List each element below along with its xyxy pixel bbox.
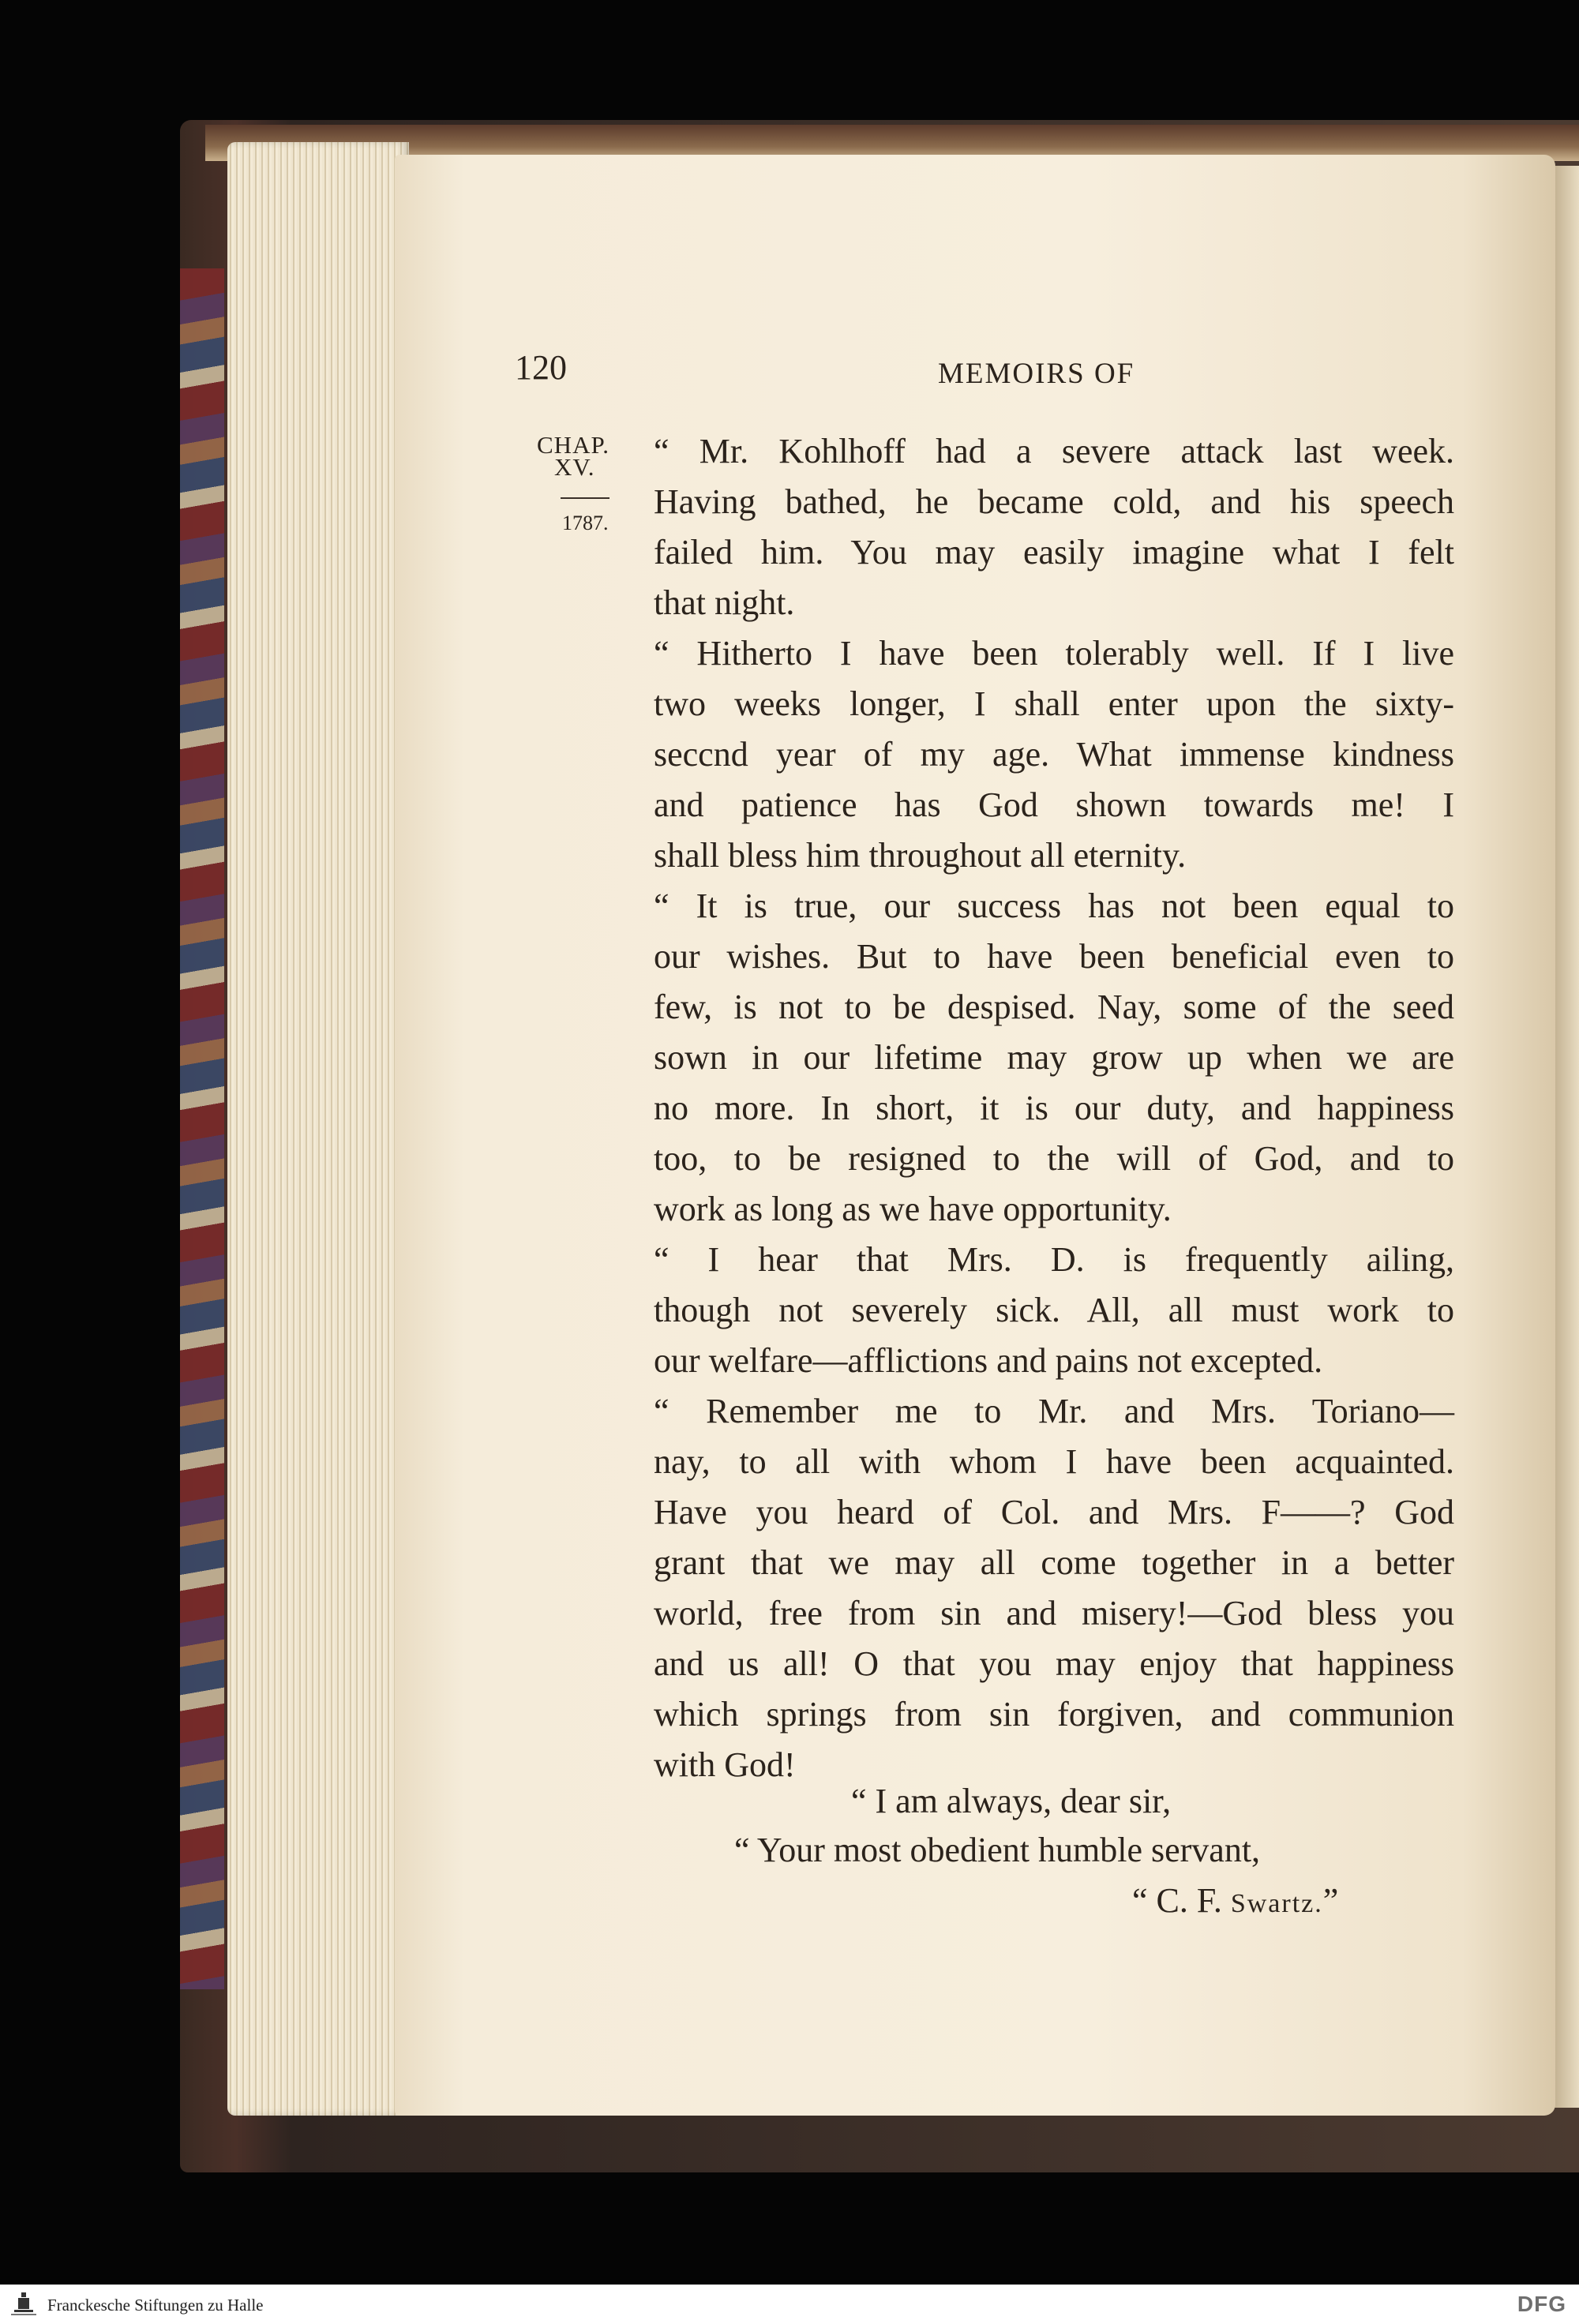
body-line: seccnd year of my age. What immense kindness [654, 735, 1454, 774]
signature-name: Swartz. [1230, 1889, 1323, 1918]
body-line: failed him. You may easily imagine what I felt [654, 533, 1454, 572]
body-line: Having bathed, he became cold, and his speech [654, 482, 1454, 521]
dfg-logo: DFG [1517, 2292, 1566, 2316]
body-line: sown in our lifetime may grow up when we are [654, 1038, 1454, 1077]
body-line: shall bless him throughout all eternity. [654, 836, 1187, 875]
body-line: too, to be resigned to the will of God, and to [654, 1139, 1454, 1178]
body-line: “ Hitherto I have been tolerably well. If I live [654, 634, 1454, 673]
body-line: and patience has God shown towards me! I [654, 785, 1454, 824]
closing-servant: “ Your most obedient humble servant, [734, 1831, 1261, 1869]
body-line: “ It is true, our success has not been equal to [654, 886, 1454, 925]
body-line: nay, to all with whom I have been acquainted. [654, 1442, 1454, 1481]
body-line: two weeks longer, I shall enter upon the sixty- [654, 684, 1454, 723]
body-line: “ Mr. Kohlhoff had a severe attack last week. [654, 432, 1454, 470]
body-line: which springs from sin forgiven, and communion [654, 1695, 1454, 1734]
body-line: no more. In short, it is our duty, and happiness [654, 1089, 1454, 1127]
body-line: “ Remember me to Mr. and Mrs. Toriano— [654, 1392, 1454, 1430]
body-line: world, free from sin and misery!—God bless you [654, 1594, 1454, 1632]
body-line: few, is not to be despised. Nay, some of the seed [654, 988, 1454, 1026]
body-line: “ I hear that Mrs. D. is frequently ailing, [654, 1240, 1454, 1279]
body-line: with God! [654, 1745, 796, 1784]
body-line: grant that we may all come together in a better [654, 1543, 1454, 1582]
institution-name: Franckesche Stiftungen zu Halle [47, 2296, 264, 2315]
signature-prefix: “ C. F. [1132, 1881, 1231, 1920]
body-line: that night. [654, 583, 795, 622]
margin-chapter-number: XV. [554, 453, 595, 481]
body-line: Have you heard of Col. and Mrs. F——? God [654, 1493, 1454, 1531]
closing-salutation: “ I am always, dear sir, [851, 1782, 1172, 1820]
signature [1132, 1876, 1338, 1929]
margin-rule [561, 497, 609, 499]
institution-logo-icon [8, 2291, 39, 2318]
margin-chapter-label: CHAP. [537, 431, 610, 459]
page-number: 120 [515, 348, 567, 387]
footer-bar [0, 2285, 1579, 2324]
marbled-edge [180, 268, 224, 1989]
body-line: work as long as we have opportunity. [654, 1190, 1172, 1228]
margin-year: 1787. [562, 512, 609, 534]
body-line: and us all! O that you may enjoy that happiness [654, 1644, 1454, 1683]
running-header: MEMOIRS OF [938, 358, 1135, 390]
body-line: though not severely sick. All, all must work to [654, 1291, 1454, 1329]
page-block-edges [227, 142, 409, 2116]
body-line: our wishes. But to have been beneficial even to [654, 937, 1454, 976]
signature-suffix: ” [1322, 1881, 1339, 1920]
body-line: our welfare—afflictions and pains not excepted. [654, 1341, 1323, 1380]
